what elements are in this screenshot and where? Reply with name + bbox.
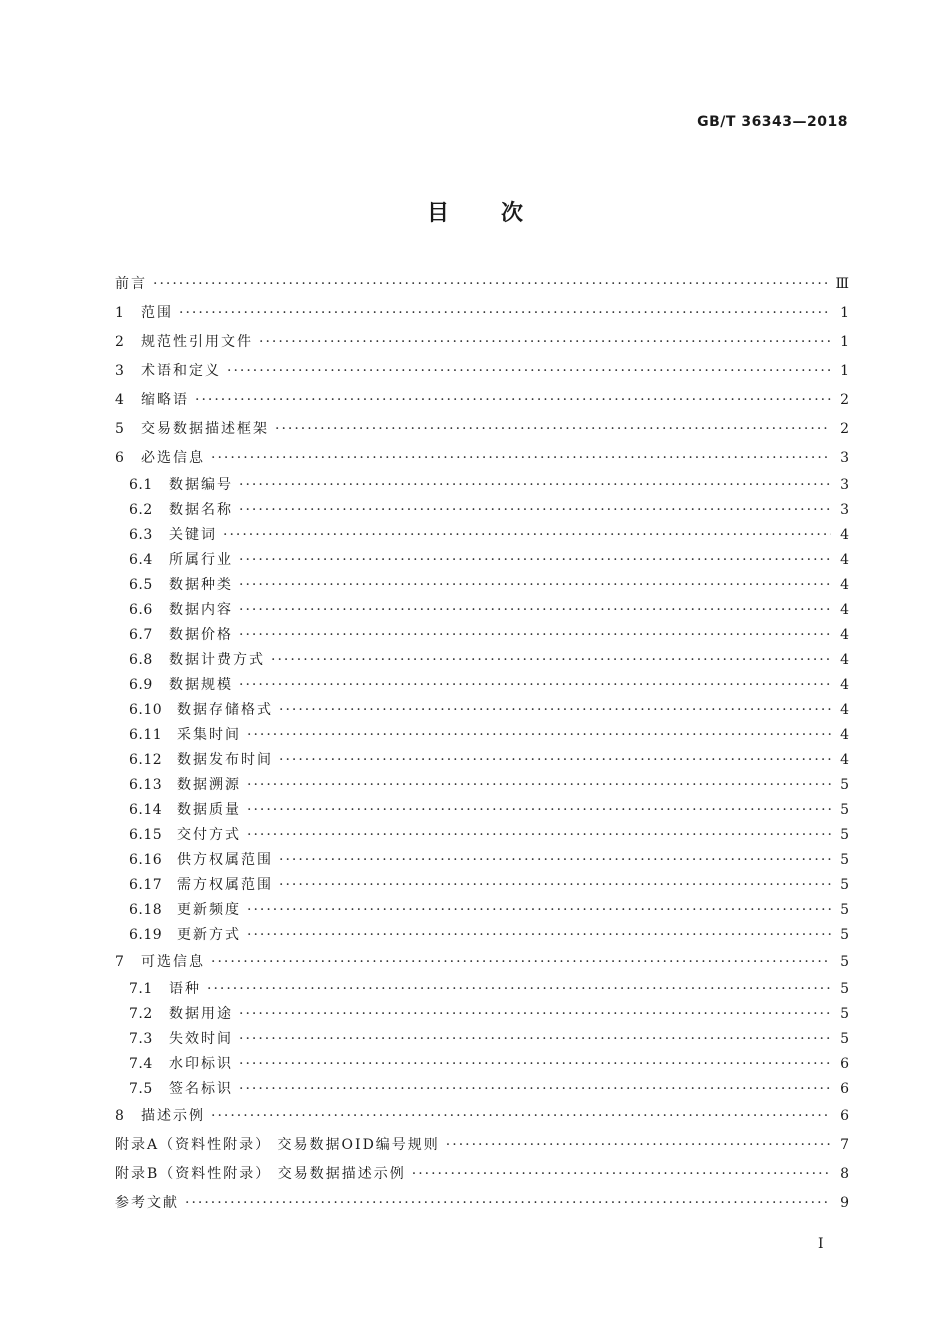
toc-entry-number: 6.18 — [129, 902, 163, 918]
toc-leader-dots — [247, 798, 831, 823]
toc-entry-label: 前言 — [115, 276, 147, 292]
toc-entry[interactable] — [115, 773, 849, 798]
toc-entry-number: 2 — [115, 334, 125, 350]
toc-entry[interactable] — [115, 823, 849, 848]
toc-entry-page: 4 — [840, 627, 849, 643]
toc-entry-label: 交付方式 — [177, 827, 241, 843]
toc-entry[interactable] — [115, 357, 849, 386]
toc-entry-label: 所属行业 — [169, 552, 233, 568]
toc-entry-label: 描述示例 — [141, 1108, 205, 1124]
toc-entry-label: 交易数据描述框架 — [141, 421, 269, 437]
toc-entry[interactable] — [115, 673, 849, 698]
toc-leader-dots — [211, 1102, 831, 1131]
toc-entry-label: 数据种类 — [169, 577, 233, 593]
toc-entry-number: 6.2 — [129, 502, 153, 518]
toc-entry[interactable] — [115, 1160, 849, 1189]
toc-entry[interactable] — [115, 948, 849, 977]
toc-entry-page: 6 — [840, 1081, 849, 1097]
toc-leader-dots — [275, 415, 831, 444]
toc-entry-label: 术语和定义 — [141, 363, 221, 379]
toc-entry-page: 4 — [840, 752, 849, 768]
toc-entry[interactable] — [115, 723, 849, 748]
toc-entry-page: 9 — [840, 1195, 849, 1211]
toc-entry[interactable] — [115, 1102, 849, 1131]
toc-entry-label: 更新频度 — [177, 902, 241, 918]
toc-entry-label: 数据质量 — [177, 802, 241, 818]
toc-entry-page: 3 — [840, 450, 849, 466]
toc-entry-number: 6.16 — [129, 852, 163, 868]
toc-entry-label: 关键词 — [169, 527, 217, 543]
toc-entry[interactable] — [115, 1002, 849, 1027]
toc-leader-dots — [239, 1052, 831, 1077]
toc-entry-page: 5 — [840, 902, 849, 918]
toc-entry[interactable] — [115, 573, 849, 598]
toc-entry-number: 3 — [115, 363, 125, 379]
toc-entry-page: 5 — [840, 777, 849, 793]
toc-entry-page: 3 — [840, 477, 849, 493]
toc-entry-number: 6.4 — [129, 552, 153, 568]
toc-entry[interactable] — [115, 798, 849, 823]
toc-entry-number: 6.13 — [129, 777, 163, 793]
toc-entry-number: 6.5 — [129, 577, 153, 593]
toc-entry[interactable] — [115, 748, 849, 773]
toc-entry-number: 5 — [115, 421, 125, 437]
toc-leader-dots — [227, 357, 831, 386]
toc-entry-label: 可选信息 — [141, 954, 205, 970]
toc-entry-page: Ⅲ — [835, 276, 849, 292]
toc-entry-label: 更新方式 — [177, 927, 241, 943]
toc-entry-page: 6 — [840, 1108, 849, 1124]
toc-entry-page: 1 — [840, 334, 849, 350]
toc-entry-number: 6.1 — [129, 477, 153, 493]
toc-entry[interactable] — [115, 1027, 849, 1052]
toc-entry[interactable] — [115, 498, 849, 523]
toc-entry-label: 需方权属范围 — [177, 877, 273, 893]
toc-entry-number: 6.19 — [129, 927, 163, 943]
toc-entry-label: 语种 — [169, 981, 201, 997]
toc-entry-number: 6.14 — [129, 802, 163, 818]
toc-entry-label: 供方权属范围 — [177, 852, 273, 868]
toc-leader-dots — [239, 498, 831, 523]
toc-leader-dots — [247, 898, 831, 923]
toc-entry-number: 6.8 — [129, 652, 153, 668]
toc-entry[interactable] — [115, 523, 849, 548]
toc-entry-page: 7 — [840, 1137, 849, 1153]
toc-entry-page: 5 — [840, 927, 849, 943]
toc-entry-label: 数据名称 — [169, 502, 233, 518]
toc-entry[interactable] — [115, 977, 849, 1002]
toc-entry-label: 附录B（资料性附录） 交易数据描述示例 — [115, 1166, 406, 1182]
toc-entry-number: 6.7 — [129, 627, 153, 643]
toc-entry-page: 5 — [840, 827, 849, 843]
toc-entry-number: 6.15 — [129, 827, 163, 843]
toc-entry-number: 6.9 — [129, 677, 153, 693]
toc-entry-page: 4 — [840, 677, 849, 693]
toc-entry-page: 5 — [840, 981, 849, 997]
toc-entry[interactable] — [115, 1131, 849, 1160]
toc-entry[interactable] — [115, 898, 849, 923]
toc-entry[interactable] — [115, 473, 849, 498]
toc-entry-number: 6 — [115, 450, 125, 466]
toc-entry[interactable] — [115, 444, 849, 473]
toc-entry[interactable] — [115, 386, 849, 415]
toc-entry-label: 数据存储格式 — [177, 702, 273, 718]
toc-entry-page: 4 — [840, 552, 849, 568]
toc-entry-number: 6.17 — [129, 877, 163, 893]
toc-entry-page: 3 — [840, 502, 849, 518]
toc-entry-number: 8 — [115, 1108, 125, 1124]
page-folio: I — [818, 1236, 824, 1252]
toc-entry-label: 范围 — [141, 305, 173, 321]
toc-entry-label: 数据溯源 — [177, 777, 241, 793]
toc-entry-label: 参考文献 — [115, 1195, 179, 1211]
toc-entry-page: 8 — [840, 1166, 849, 1182]
toc-entry-page: 4 — [840, 652, 849, 668]
toc-entry[interactable] — [115, 648, 849, 673]
toc-leader-dots — [153, 270, 831, 299]
toc-leader-dots — [223, 523, 831, 548]
toc-leader-dots — [195, 386, 831, 415]
toc-entry-number: 6.11 — [129, 727, 163, 743]
toc-entry-page: 2 — [840, 392, 849, 408]
toc-leader-dots — [239, 573, 831, 598]
toc-leader-dots — [247, 773, 831, 798]
toc-entry[interactable] — [115, 328, 849, 357]
toc-entry-page: 2 — [840, 421, 849, 437]
toc-entry[interactable] — [115, 1189, 849, 1218]
toc-entry[interactable] — [115, 1077, 849, 1102]
toc-entry-number: 7.4 — [129, 1056, 153, 1072]
toc-leader-dots — [279, 748, 831, 773]
standard-number: GB/T 36343—2018 — [697, 114, 848, 130]
toc-entry-page: 5 — [840, 1006, 849, 1022]
toc-entry-label: 失效时间 — [169, 1031, 233, 1047]
toc-leader-dots — [207, 977, 831, 1002]
toc-entry-number: 6.10 — [129, 702, 163, 718]
toc-entry-page: 4 — [840, 702, 849, 718]
toc-leader-dots — [239, 473, 831, 498]
toc-leader-dots — [239, 598, 831, 623]
toc-entry-label: 数据内容 — [169, 602, 233, 618]
toc-entry-page: 5 — [840, 1031, 849, 1047]
toc-leader-dots — [239, 1027, 831, 1052]
toc-entry-number: 7.1 — [129, 981, 153, 997]
toc-leader-dots — [279, 873, 831, 898]
toc-entry[interactable] — [115, 1052, 849, 1077]
toc-leader-dots — [259, 328, 831, 357]
toc-entry-label: 数据规模 — [169, 677, 233, 693]
toc-entry-number: 6.12 — [129, 752, 163, 768]
toc-entry-label: 采集时间 — [177, 727, 241, 743]
toc-entry[interactable] — [115, 873, 849, 898]
toc-entry-number: 7.3 — [129, 1031, 153, 1047]
page-title: 目次 — [426, 201, 575, 226]
toc-leader-dots — [247, 723, 831, 748]
toc-entry-label: 必选信息 — [141, 450, 205, 466]
toc-entry[interactable] — [115, 623, 849, 648]
toc-leader-dots — [185, 1189, 831, 1218]
toc-entry-label: 数据用途 — [169, 1006, 233, 1022]
toc-leader-dots — [239, 673, 831, 698]
toc-entry-page: 1 — [840, 305, 849, 321]
toc-entry[interactable] — [115, 848, 849, 873]
toc-entry[interactable] — [115, 548, 849, 573]
toc-leader-dots — [412, 1160, 831, 1189]
toc-entry-label: 附录A（资料性附录） 交易数据OID编号规则 — [115, 1137, 440, 1153]
toc-entry-label: 规范性引用文件 — [141, 334, 253, 350]
toc-entry-page: 6 — [840, 1056, 849, 1072]
toc-leader-dots — [271, 648, 831, 673]
toc-entry-number: 1 — [115, 305, 125, 321]
toc-leader-dots — [247, 823, 831, 848]
toc-leader-dots — [247, 923, 831, 948]
toc-entry-page: 5 — [840, 802, 849, 818]
toc-leader-dots — [279, 698, 831, 723]
toc-entry-label: 水印标识 — [169, 1056, 233, 1072]
toc-entry[interactable] — [115, 270, 849, 299]
toc-entry-label: 数据编号 — [169, 477, 233, 493]
toc-entry-label: 数据发布时间 — [177, 752, 273, 768]
toc-leader-dots — [239, 623, 831, 648]
toc-leader-dots — [239, 1077, 831, 1102]
toc-leader-dots — [211, 948, 831, 977]
toc-entry-page: 5 — [840, 954, 849, 970]
toc-entry-page: 4 — [840, 577, 849, 593]
toc-entry-page: 5 — [840, 852, 849, 868]
toc-entry-number: 4 — [115, 392, 125, 408]
toc-entry-page: 5 — [840, 877, 849, 893]
toc-entry-number: 7 — [115, 954, 125, 970]
toc-leader-dots — [179, 299, 831, 328]
toc-entry-label: 签名标识 — [169, 1081, 233, 1097]
toc-entry-page: 1 — [840, 363, 849, 379]
toc-leader-dots — [446, 1131, 831, 1160]
toc-entry-page: 4 — [840, 527, 849, 543]
toc-entry[interactable] — [115, 698, 849, 723]
toc-entry-number: 7.2 — [129, 1006, 153, 1022]
toc-entry[interactable] — [115, 598, 849, 623]
toc-entry-number: 6.6 — [129, 602, 153, 618]
toc-leader-dots — [239, 548, 831, 573]
toc-entry[interactable] — [115, 299, 849, 328]
toc-entry-label: 数据价格 — [169, 627, 233, 643]
table-of-contents — [115, 270, 849, 1218]
toc-entry-label: 数据计费方式 — [169, 652, 265, 668]
toc-entry-number: 7.5 — [129, 1081, 153, 1097]
toc-entry-page: 4 — [840, 727, 849, 743]
toc-leader-dots — [211, 444, 831, 473]
toc-leader-dots — [279, 848, 831, 873]
toc-entry[interactable] — [115, 923, 849, 948]
toc-entry-number: 6.3 — [129, 527, 153, 543]
toc-entry[interactable] — [115, 415, 849, 444]
toc-leader-dots — [239, 1002, 831, 1027]
toc-entry-label: 缩略语 — [141, 392, 189, 408]
toc-entry-page: 4 — [840, 602, 849, 618]
